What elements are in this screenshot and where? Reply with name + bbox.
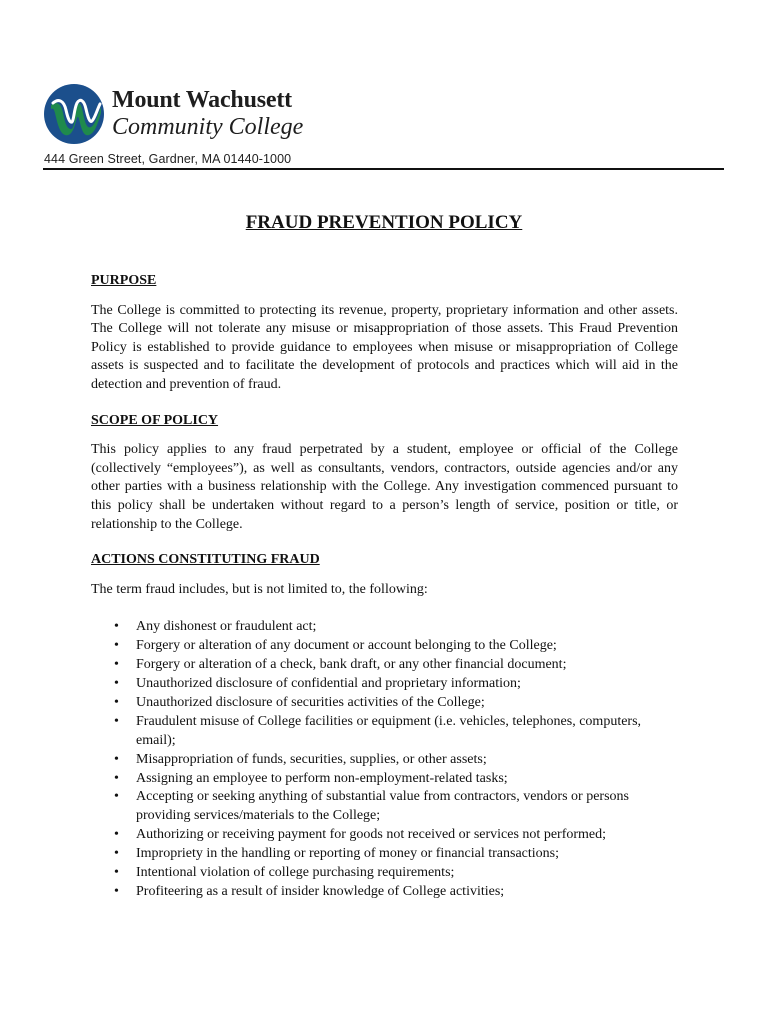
- list-item: [91, 713, 678, 751]
- purpose-paragraph: The College is committed to protecting its revenue, property, proprietary information and other assets. The College will not tolerate any misuse or misappropriation of those assets. This Fraud Prevention Policy is established to provide guidance to employees when misuse or misappropriation of College assets is suspected and to facilitate the development of protocols and practices which will aid in the detection and prevention of fraud.: [91, 302, 678, 392]
- bullet-icon: •: [114, 657, 119, 673]
- list-item-text: Accepting or seeking anything of substantial value from contractors, vendors or persons providing services/materials to the College;: [136, 789, 629, 824]
- list-item: [91, 770, 678, 789]
- list-item: [91, 826, 678, 845]
- fraud-actions-list: [91, 618, 678, 902]
- list-item-text: Unauthorized disclosure of securities activities of the College;: [136, 694, 485, 710]
- bullet-icon: •: [114, 751, 119, 767]
- document-body: [91, 272, 678, 902]
- college-name-line1: Mount Wachusett: [112, 87, 292, 113]
- list-item-text: Impropriety in the handling or reporting of money or financial transactions;: [136, 846, 559, 862]
- bullet-icon: •: [114, 884, 119, 899]
- college-name-line2: Community College: [112, 114, 304, 140]
- bullet-icon: •: [114, 846, 119, 862]
- bullet-icon: •: [114, 638, 119, 654]
- mwcc-w-logo-icon: [43, 83, 105, 145]
- scope-paragraph: This policy applies to any fraud perpetrated by a student, employee or official of the College (collectively “employees”), as well as consultants, vendors, contractors, outside agencies and/or any other parties with a business relationship with the College. Any investigation commenced pursuant to this policy shall be undertaken without regard to a person’s length of service, position or title, or relationship to the College.: [91, 442, 678, 532]
- bullet-icon: •: [114, 789, 119, 805]
- bullet-icon: •: [114, 694, 119, 710]
- section-heading-purpose: PURPOSE: [91, 273, 157, 288]
- list-item-text: Misappropriation of funds, securities, supplies, or other assets;: [136, 751, 487, 767]
- list-item-text: Fraudulent misuse of College facilities or equipment (i.e. vehicles, telephones, computers, email);: [136, 713, 642, 748]
- list-item: [91, 637, 678, 656]
- list-item-text: Profiteering as a result of insider knowledge of College activities;: [136, 884, 505, 899]
- list-item: [91, 864, 678, 883]
- bullet-icon: •: [114, 865, 119, 881]
- list-item-text: Intentional violation of college purchasing requirements;: [136, 865, 455, 881]
- section-heading-actions: ACTIONS CONSTITUTING FRAUD: [91, 552, 320, 568]
- bullet-icon: •: [114, 713, 119, 729]
- bullet-icon: •: [114, 676, 119, 692]
- actions-intro: The term fraud includes, but is not limited to, the following:: [91, 581, 428, 597]
- list-item-text: Forgery or alteration of a check, bank draft, or any other financial document;: [136, 657, 567, 673]
- header-divider: [43, 168, 724, 170]
- list-item-text: Forgery or alteration of any document or account belonging to the College;: [136, 638, 557, 654]
- list-item: [91, 788, 678, 826]
- list-item: [91, 675, 678, 694]
- list-item-text: Assigning an employee to perform non-employment-related tasks;: [136, 770, 508, 786]
- college-address: 444 Green Street, Gardner, MA 01440-1000: [44, 152, 292, 166]
- list-item-text: Authorizing or receiving payment for goods not received or services not performed;: [136, 827, 607, 843]
- college-name: [112, 88, 303, 139]
- bullet-icon: •: [114, 770, 119, 786]
- list-item: [91, 845, 678, 864]
- document-title: FRAUD PREVENTION POLICY: [245, 212, 523, 233]
- list-item: [91, 656, 678, 675]
- list-item-text: Unauthorized disclosure of confidential and proprietary information;: [136, 676, 521, 692]
- list-item: [91, 618, 678, 637]
- list-item: [91, 883, 678, 902]
- bullet-icon: •: [114, 827, 119, 843]
- bullet-icon: •: [114, 619, 119, 635]
- list-item-text: Any dishonest or fraudulent act;: [136, 619, 317, 635]
- list-item: [91, 751, 678, 770]
- list-item: [91, 694, 678, 713]
- section-heading-scope: SCOPE OF POLICY: [91, 412, 219, 428]
